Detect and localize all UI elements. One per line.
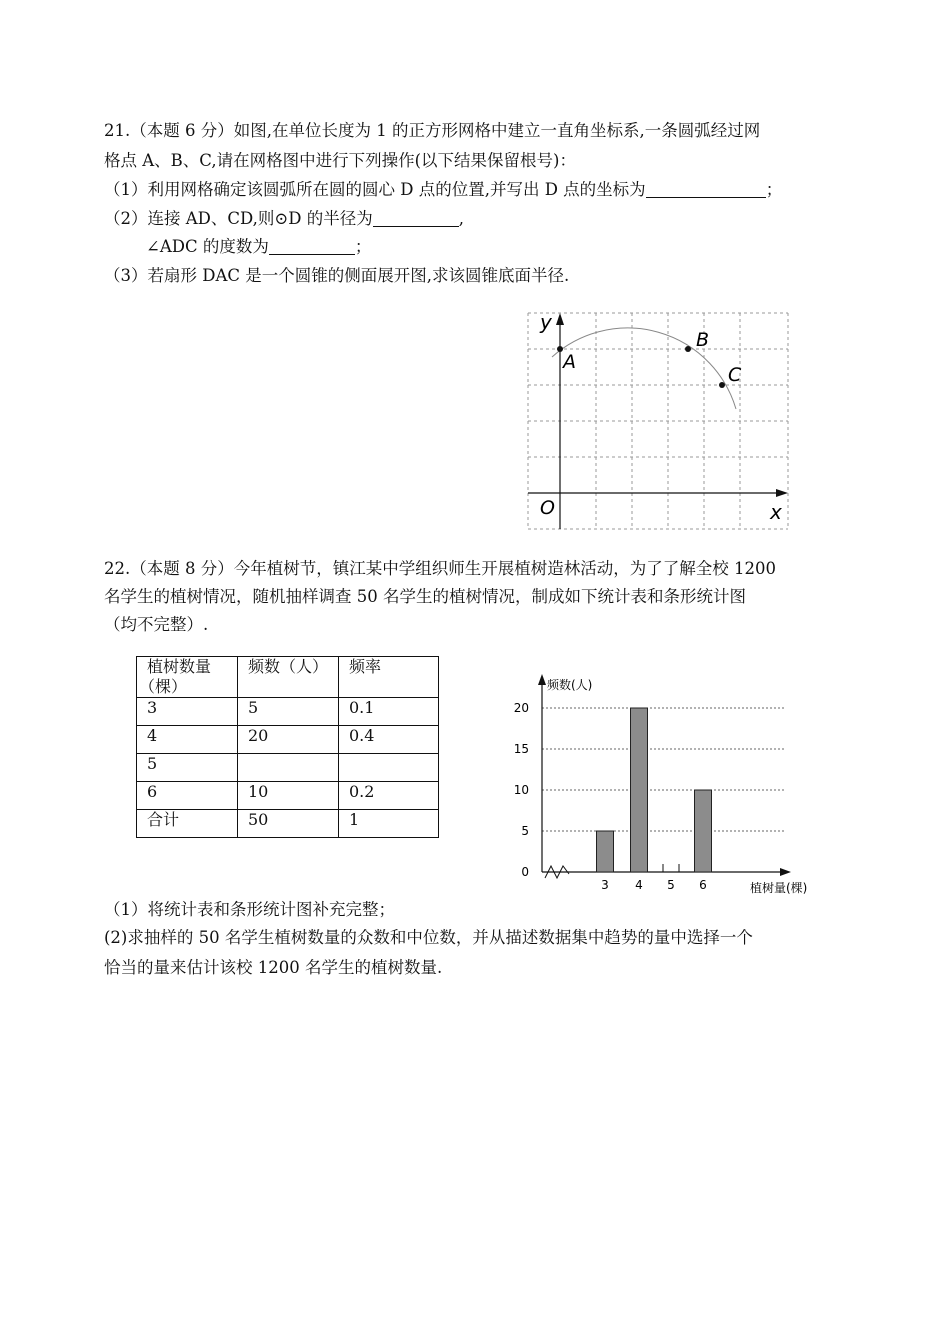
- coordinate-grid-figure: [520, 305, 800, 541]
- q21-part2b-text: ∠ADC 的度数为: [146, 237, 269, 256]
- y-tick-label: 5: [521, 824, 529, 838]
- q22-sub2-line1: (2)求抽样的 50 名学生植树数量的众数和中位数，并从描述数据集中趋势的量中选择一个: [104, 928, 753, 947]
- table-row: [137, 726, 439, 754]
- x-tick-label: 3: [601, 878, 609, 892]
- answer-blank-radius[interactable]: [373, 208, 459, 227]
- header-rate: 频率: [339, 657, 439, 698]
- y-tick-label: 15: [513, 742, 529, 756]
- table-cell: 0.2: [339, 782, 439, 810]
- table-row: [137, 782, 439, 810]
- q21-line2: 格点 A、B、C,请在网格图中进行下列操作(以下结果保留根号)：: [104, 151, 576, 170]
- chart-tick-labels: [514, 701, 529, 879]
- x-tick-label: 5: [667, 878, 675, 892]
- q21-part2b: [146, 234, 371, 260]
- y-tick-label: 20: [513, 701, 529, 715]
- header-frequency: 频数（人）: [238, 657, 339, 698]
- table-cell: 4: [137, 726, 238, 754]
- bar-3: [597, 831, 614, 872]
- table-cell: 50: [238, 810, 339, 838]
- table-cell: 0.4: [339, 726, 439, 754]
- q21-part1-end: ；: [765, 180, 783, 199]
- answer-blank-angle[interactable]: [269, 236, 355, 255]
- q21-part2: [104, 206, 464, 232]
- chart-y-label: 频数(人): [547, 678, 593, 692]
- q22-sub2-line2: 恰当的量来估计该校 1200 名学生的植树数量.: [104, 958, 443, 977]
- table-header-cell: [137, 657, 238, 698]
- point-b: [685, 346, 691, 352]
- point-a-label: A: [563, 351, 576, 373]
- q21-part2-text: （2）连接 AD、CD,则⊙D 的半径为: [104, 209, 373, 228]
- table-cell: 6: [137, 782, 238, 810]
- table-cell: 3: [137, 698, 238, 726]
- y-tick-label: 10: [513, 783, 529, 797]
- frequency-table: [136, 656, 439, 838]
- q21-part2-end: ,: [458, 209, 464, 228]
- bar-chart: [505, 668, 825, 900]
- table-row: [137, 810, 439, 838]
- y-axis-arrow-icon: [556, 313, 564, 325]
- q21-part2b-end: ；: [354, 237, 372, 256]
- bar-4: [631, 708, 648, 872]
- x-axis-arrow-icon: [776, 489, 788, 497]
- y-axis-label: y: [540, 310, 552, 334]
- answer-blank-d-coordinate[interactable]: [646, 179, 766, 198]
- origin-label: O: [540, 497, 555, 519]
- chart-category-labels: [601, 878, 707, 892]
- table-cell: 20: [238, 726, 339, 754]
- table-cell: 10: [238, 782, 339, 810]
- point-c-label: C: [728, 364, 742, 386]
- x-tick-label: 4: [635, 878, 643, 892]
- x-axis-label: x: [770, 500, 782, 524]
- q21-line1: 21.（本题 6 分）如图,在单位长度为 1 的正方形网格中建立一直角坐标系,一条圆弧经过网: [104, 121, 761, 140]
- table-cell: 1: [339, 810, 439, 838]
- chart-x-axis-arrow-icon: [780, 868, 791, 876]
- q22-line1: 22.（本题 8 分）今年植树节，镇江某中学组织师生开展植树造林活动，为了了解全校 1200: [104, 559, 776, 578]
- x-tick-label: 6: [699, 878, 707, 892]
- table-cell-blank[interactable]: [339, 754, 439, 782]
- chart-x-label: 植树量(棵): [750, 881, 808, 895]
- table-row: [137, 698, 439, 726]
- chart-y-axis-arrow-icon: [538, 674, 546, 685]
- header-quantity-unit: （棵）: [139, 677, 188, 696]
- bar-placeholder-5: [663, 864, 679, 872]
- q21-part3: （3）若扇形 DAC 是一个圆锥的侧面展开图,求该圆锥底面半径.: [104, 266, 570, 285]
- chart-gridlines: [542, 708, 785, 831]
- q21-part1: [104, 177, 782, 203]
- y-tick-label: 0: [521, 865, 529, 879]
- header-quantity: 植树数量: [147, 657, 212, 676]
- table-cell: 5: [137, 754, 238, 782]
- table-cell: 0.1: [339, 698, 439, 726]
- q21-part1-text: （1）利用网格确定该圆弧所在圆的圆心 D 点的位置,并写出 D 点的坐标为: [104, 180, 646, 199]
- table-cell: 5: [238, 698, 339, 726]
- table-header-row: [137, 657, 439, 698]
- table-cell: 合计: [137, 810, 238, 838]
- table-row: [137, 754, 439, 782]
- table-cell-blank[interactable]: [238, 754, 339, 782]
- point-c: [719, 382, 725, 388]
- point-b-label: B: [696, 329, 710, 351]
- q22-line3: （均不完整）.: [104, 615, 209, 634]
- q22-sub1: （1）将统计表和条形统计图补充完整；: [104, 900, 395, 919]
- bar-6: [695, 790, 712, 872]
- q22-line2: 名学生的植树情况，随机抽样调查 50 名学生的植树情况，制成如下统计表和条形统计图: [104, 587, 746, 606]
